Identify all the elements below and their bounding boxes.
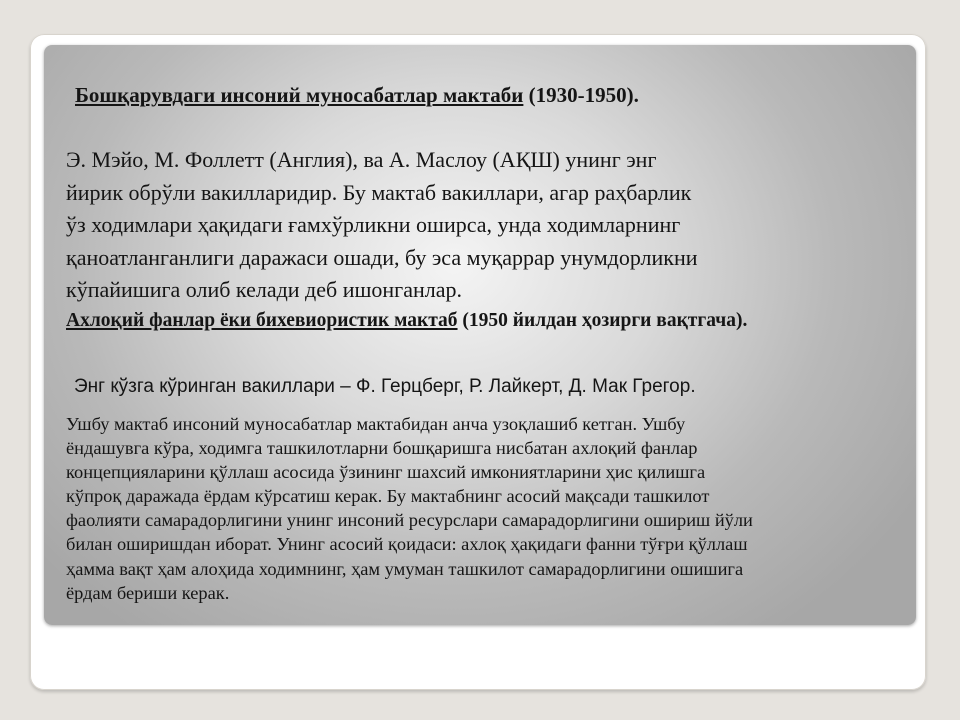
paragraph-line: Э. Мэйо, М. Фоллетт (Англия), ва А. Маслоу (АҚШ) унинг энг <box>66 147 657 172</box>
paragraph-line: фаолияти самарадорлигини унинг инсоний ресурслари самарадорлигини ошириш йўли <box>66 510 753 531</box>
heading-human-relations-underlined: Бошқарувдаги инсоний муносабатлар мактаби <box>75 83 524 107</box>
paragraph-line: ўз ходимлари ҳақидаги ғамхўрликни оширса, унда ходимларнинг <box>66 212 681 237</box>
heading-behavioral-school <box>66 307 866 335</box>
paragraph-line: ёндашувга кўра, ходимга ташкилотларни бошқаришга нисбатан ахлоқий фанлар <box>66 438 698 459</box>
paragraph-behavioral <box>66 412 866 605</box>
representatives-line: Энг кўзга кўринган вакиллари – Ф. Герцберг, Р. Лайкерт, Д. Мак Грегор. <box>74 376 696 397</box>
paragraph-line: йирик обрўли вакилларидир. Бу мактаб вакиллари, агар раҳбарлик <box>66 179 692 205</box>
paragraph-line: ҳамма вақт ҳам алоҳида ходимнинг, ҳам умуман ташкилот самарадорлигини ошишига <box>66 558 744 579</box>
heading-behavioral-years: (1950 йилдан ҳозирги вақтгача). <box>457 310 748 331</box>
paragraph-line: кўпроқ даражада ёрдам кўрсатиш керак. Бу мактабнинг асосий мақсади ташкилот <box>66 486 710 507</box>
heading-human-relations-school <box>75 81 895 109</box>
paragraph-human-relations <box>66 144 866 307</box>
paragraph-line: қаноатланганлиги даражаси ошади, бу эса муқаррар унумдорликни <box>66 244 698 270</box>
heading-behavioral-underlined: Ахлоқий фанлар ёки бихевиористик мактаб <box>66 310 458 331</box>
heading-human-relations-years: (1930-1950). <box>523 83 639 107</box>
slide-content-panel <box>44 45 916 625</box>
paragraph-line: билан оширишдан иборат. Унинг асосий қоидаси: ахлоқ ҳақидаги фанни тўғри қўллаш <box>66 534 748 555</box>
paragraph-line: кўпайишига олиб келади деб ишонганлар. <box>66 277 462 302</box>
paragraph-line: Ушбу мактаб инсоний муносабатлар мактабидан анча узоқлашиб кетган. Ушбу <box>66 414 686 434</box>
paragraph-line: ёрдам бериши керак. <box>66 582 230 603</box>
paragraph-line: концепцияларини қўллаш асосида ўзининг шахсий имкониятларини ҳис қилишга <box>66 462 706 483</box>
